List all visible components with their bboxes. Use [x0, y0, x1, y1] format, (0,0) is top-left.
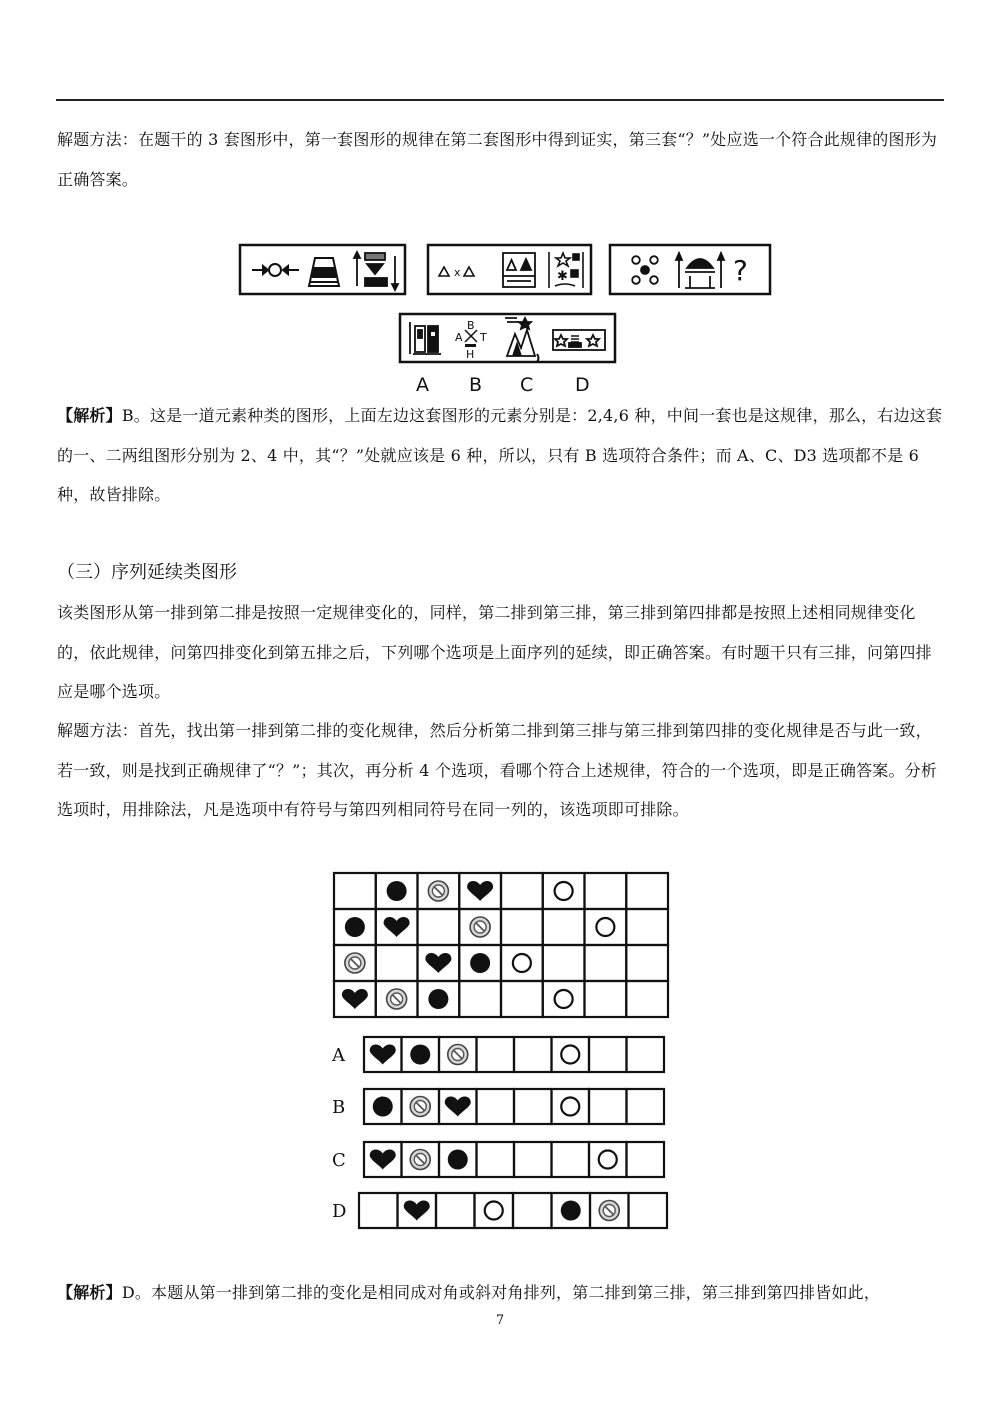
set3-dots	[632, 256, 658, 284]
option-cell	[627, 1089, 665, 1124]
filled-dot-icon	[561, 1201, 581, 1221]
grid-cell	[501, 873, 543, 909]
prohibited-sign-icon	[410, 1097, 430, 1117]
option-c-figure	[505, 318, 539, 362]
svg-text:✱: ✱	[557, 269, 568, 284]
filled-dot-icon	[345, 917, 365, 937]
prohibited-sign-icon	[410, 1150, 430, 1170]
option-cell	[514, 1142, 552, 1177]
grid-cell	[585, 981, 627, 1017]
option-cell	[552, 1142, 590, 1177]
filled-dot-icon	[373, 1097, 393, 1117]
set1-tent-box	[309, 258, 339, 286]
prohibited-sign-icon	[345, 953, 365, 973]
option-cell	[359, 1193, 398, 1228]
option-row-d	[332, 1193, 667, 1228]
analysis-text-1: B。这是一道元素种类的图形，上面左边这套图形的元素分别是：2,4,6 种，中间一套也是这规律，那么，右边这套的一、二两组图形分别为 2、4 中，其“？”处就应该是 6 种，所以，只有 B 选项符合条件；而 A、C、D3 选项都不是 6 种，故皆排除。	[57, 406, 943, 504]
hollow-circle-icon	[599, 1151, 617, 1169]
set1-complex	[354, 252, 398, 290]
question-mark: ?	[733, 254, 748, 287]
option-row-a	[331, 1037, 664, 1072]
option-cell	[552, 1089, 590, 1124]
heart-icon	[445, 1097, 471, 1117]
filled-dot-icon	[428, 989, 448, 1009]
set2-frame-triangles	[503, 253, 535, 287]
option-b-symbol-a: A	[455, 331, 463, 344]
hollow-circle-icon	[561, 1098, 579, 1116]
hollow-circle-icon	[555, 990, 573, 1008]
prohibited-sign-icon	[387, 989, 407, 1009]
option-cell	[513, 1193, 552, 1228]
grid-cell	[543, 909, 585, 945]
option-cell	[475, 1193, 514, 1228]
grid-cell	[626, 981, 668, 1017]
grid-row	[334, 981, 668, 1017]
grid-cell	[585, 873, 627, 909]
element-type-figure	[235, 238, 780, 398]
method-paragraph-2: 解题方法：首先，找出第一排到第二排的变化规律，然后分析第二排到第三排与第三排到第四排的变化规律是否与此一致，若一致，则是找到正确规律了“？”；其次，再分析 4 个选项，看哪个符合上述规律，符合的一个选项，即是正确答案。分析选项时，用排除法，凡是选项中有符号与第四列相同符号在同一列的，该选项即可排除。	[57, 721, 938, 819]
option-d-figure	[553, 330, 605, 350]
analysis-tag-2: 【解析】	[57, 1283, 122, 1302]
analysis-paragraph-1	[57, 396, 947, 515]
grid-cell	[543, 945, 585, 981]
option-cell	[589, 1089, 627, 1124]
analysis-paragraph-2	[57, 1273, 947, 1313]
prohibited-sign-icon	[470, 917, 490, 937]
heart-icon	[384, 917, 410, 937]
option-a-figure	[410, 322, 441, 354]
heart-icon	[370, 1045, 396, 1065]
grid-cell	[585, 945, 627, 981]
option-cell	[629, 1193, 668, 1228]
grid-cell	[501, 945, 543, 981]
option-cell	[589, 1142, 627, 1177]
prohibited-sign-icon	[428, 881, 448, 901]
main-grid	[334, 873, 668, 1017]
grid-row	[334, 873, 668, 909]
option-row-b	[332, 1089, 664, 1124]
filled-dot-icon	[387, 881, 407, 901]
hollow-circle-icon	[513, 954, 531, 972]
option-label: D	[332, 1201, 347, 1222]
analysis-tag-1: 【解析】	[57, 406, 122, 425]
option-label: B	[332, 1097, 346, 1118]
option-cell	[514, 1089, 552, 1124]
grid-cell	[501, 981, 543, 1017]
grid-row	[334, 909, 668, 945]
method-paragraph-1: 解题方法：在题干的 3 套图形中，第一套图形的规律在第二套图形中得到证实，第三套“？”处应选一个符合此规律的图形为正确答案。	[57, 130, 938, 189]
option-label-b: B	[469, 374, 483, 396]
grid-row	[334, 945, 668, 981]
heart-icon	[467, 881, 493, 901]
option-label-c: C	[520, 374, 534, 396]
hollow-circle-icon	[485, 1202, 503, 1220]
set2-triangles-x	[439, 266, 474, 279]
heart-icon	[404, 1201, 430, 1221]
option-cell	[589, 1037, 627, 1072]
set1-arrows-circle	[252, 264, 299, 276]
option-b-symbol-t: T	[480, 331, 487, 344]
grid-cell	[376, 945, 418, 981]
section-heading: （三）序列延续类图形	[57, 562, 237, 583]
svg-text:x: x	[454, 266, 461, 279]
grid-cell	[501, 909, 543, 945]
grid-cell	[626, 945, 668, 981]
analysis-text-2: D。本题从第一排到第二排的变化是相同成对角或斜对角排列，第二排到第三排，第三排到第四排皆如此，	[121, 1283, 881, 1302]
set3-arrow-dome	[676, 253, 724, 288]
set2-complex	[549, 252, 583, 288]
option-label: C	[332, 1150, 346, 1171]
grid-cell	[334, 873, 376, 909]
grid-cell	[418, 909, 460, 945]
option-b-symbol-b: B	[467, 319, 475, 332]
sequence-grid-figure	[320, 865, 680, 1235]
option-cell	[627, 1037, 665, 1072]
hollow-circle-icon	[596, 918, 614, 936]
section-intro-paragraph: 该类图形从第一排到第二排是按照一定规律变化的，同样，第二排到第三排，第三排到第四排都是按照上述相同规律变化的，依此规律，问第四排变化到第五排之后，下列哪个选项是上面序列的延续，即正确答案。有时题干只有三排，问第四排应是哪个选项。	[57, 603, 932, 701]
filled-dot-icon	[410, 1045, 430, 1065]
grid-cell	[543, 873, 585, 909]
heart-icon	[342, 989, 368, 1009]
hollow-circle-icon	[555, 882, 573, 900]
option-row-c	[332, 1142, 664, 1177]
heart-icon	[370, 1150, 396, 1170]
option-cell	[436, 1193, 475, 1228]
page-number: 7	[495, 1313, 505, 1328]
header-rule	[56, 99, 944, 101]
option-b-symbol-h: H	[466, 348, 475, 361]
option-label: A	[332, 1045, 345, 1066]
option-cell	[552, 1037, 590, 1072]
option-b-figure	[455, 319, 487, 361]
option-cell	[477, 1089, 515, 1124]
grid-cell	[459, 981, 501, 1017]
grid-cell	[626, 909, 668, 945]
filled-dot-icon	[448, 1150, 468, 1170]
option-cell	[477, 1142, 515, 1177]
prohibited-sign-icon	[599, 1201, 619, 1221]
grid-cell	[626, 873, 668, 909]
filled-dot-icon	[470, 953, 490, 973]
option-cell	[514, 1037, 552, 1072]
grid-cell	[585, 909, 627, 945]
prohibited-sign-icon	[448, 1045, 468, 1065]
hollow-circle-icon	[561, 1046, 579, 1064]
heart-icon	[425, 953, 451, 973]
option-cell	[627, 1142, 665, 1177]
option-cell	[477, 1037, 515, 1072]
option-label-a: A	[416, 374, 429, 396]
option-label-d: D	[575, 374, 590, 396]
grid-cell	[543, 981, 585, 1017]
